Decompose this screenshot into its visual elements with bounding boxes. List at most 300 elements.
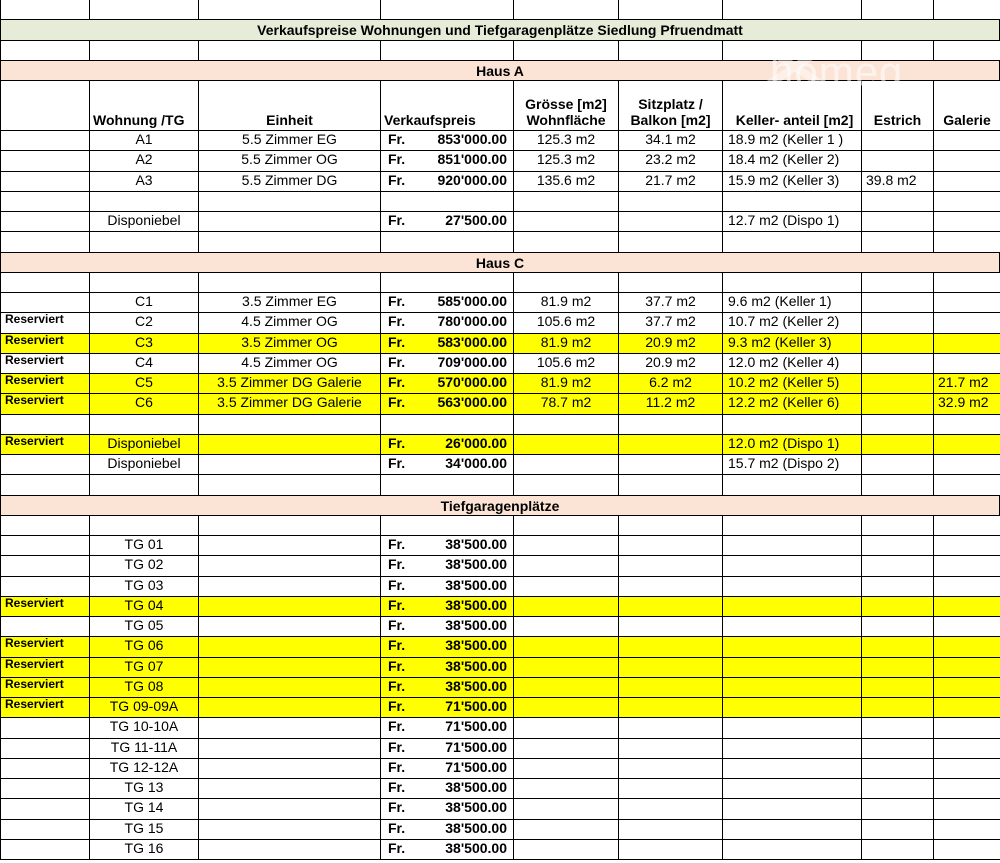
- galerie-cell[interactable]: [934, 597, 1000, 617]
- empty-cell[interactable]: [862, 475, 934, 495]
- status-cell[interactable]: [0, 759, 90, 779]
- keller-cell[interactable]: [723, 718, 862, 738]
- galerie-cell[interactable]: [934, 172, 1000, 192]
- header-keller[interactable]: Keller- anteil [m2]: [723, 81, 862, 131]
- groesse-cell[interactable]: [514, 759, 619, 779]
- sitzplatz-cell[interactable]: [619, 212, 723, 232]
- galerie-cell[interactable]: [934, 678, 1000, 698]
- groesse-cell[interactable]: [514, 597, 619, 617]
- empty-cell[interactable]: [514, 232, 619, 252]
- empty-cell[interactable]: [862, 0, 934, 20]
- sitzplatz-cell[interactable]: [619, 840, 723, 860]
- empty-cell[interactable]: [0, 41, 90, 61]
- empty-cell[interactable]: [619, 516, 723, 536]
- sitzplatz-cell[interactable]: [619, 556, 723, 576]
- einheit-cell[interactable]: [199, 212, 381, 232]
- groesse-cell[interactable]: [514, 212, 619, 232]
- price-cell[interactable]: [381, 354, 514, 374]
- status-cell[interactable]: Reserviert: [0, 354, 90, 374]
- galerie-cell[interactable]: [934, 739, 1000, 759]
- unit-cell[interactable]: A2: [90, 151, 199, 171]
- groesse-cell[interactable]: 135.6 m2: [514, 172, 619, 192]
- estrich-cell[interactable]: [862, 658, 934, 678]
- status-cell[interactable]: [0, 131, 90, 151]
- status-cell[interactable]: Reserviert: [0, 658, 90, 678]
- keller-cell[interactable]: [723, 698, 862, 718]
- sitzplatz-cell[interactable]: [619, 678, 723, 698]
- empty-cell[interactable]: [862, 516, 934, 536]
- galerie-cell[interactable]: [934, 212, 1000, 232]
- sitzplatz-cell[interactable]: [619, 536, 723, 556]
- status-cell[interactable]: Reserviert: [0, 698, 90, 718]
- unit-cell[interactable]: C5: [90, 374, 199, 394]
- price-cell[interactable]: [381, 435, 514, 455]
- empty-cell[interactable]: [381, 232, 514, 252]
- keller-cell[interactable]: [723, 536, 862, 556]
- price-cell[interactable]: [381, 151, 514, 171]
- sitzplatz-cell[interactable]: [619, 435, 723, 455]
- estrich-cell[interactable]: 39.8 m2: [862, 172, 934, 192]
- galerie-cell[interactable]: [934, 536, 1000, 556]
- unit-cell[interactable]: Disponiebel: [90, 212, 199, 232]
- unit-cell[interactable]: TG 13: [90, 779, 199, 799]
- price-cell[interactable]: [381, 536, 514, 556]
- sitzplatz-cell[interactable]: 34.1 m2: [619, 131, 723, 151]
- sitzplatz-cell[interactable]: [619, 739, 723, 759]
- empty-cell[interactable]: [934, 192, 1000, 212]
- empty-cell[interactable]: [199, 0, 381, 20]
- groesse-cell[interactable]: [514, 820, 619, 840]
- groesse-cell[interactable]: [514, 779, 619, 799]
- empty-cell[interactable]: [619, 192, 723, 212]
- empty-cell[interactable]: [514, 192, 619, 212]
- empty-cell[interactable]: [381, 516, 514, 536]
- keller-cell[interactable]: 12.0 m2 (Keller 4): [723, 354, 862, 374]
- sitzplatz-cell[interactable]: 37.7 m2: [619, 313, 723, 333]
- estrich-cell[interactable]: [862, 698, 934, 718]
- empty-cell[interactable]: [514, 273, 619, 293]
- status-cell[interactable]: [0, 739, 90, 759]
- status-cell[interactable]: [0, 577, 90, 597]
- empty-cell[interactable]: [723, 415, 862, 435]
- empty-cell[interactable]: [381, 41, 514, 61]
- unit-cell[interactable]: TG 10-10A: [90, 718, 199, 738]
- sitzplatz-cell[interactable]: 11.2 m2: [619, 394, 723, 414]
- price-cell[interactable]: [381, 799, 514, 819]
- sitzplatz-cell[interactable]: 6.2 m2: [619, 374, 723, 394]
- status-cell[interactable]: [0, 556, 90, 576]
- galerie-cell[interactable]: [934, 637, 1000, 657]
- galerie-cell[interactable]: [934, 577, 1000, 597]
- empty-cell[interactable]: [90, 192, 199, 212]
- empty-cell[interactable]: [90, 0, 199, 20]
- empty-cell[interactable]: [90, 232, 199, 252]
- empty-cell[interactable]: [199, 41, 381, 61]
- price-cell[interactable]: [381, 840, 514, 860]
- groesse-cell[interactable]: 81.9 m2: [514, 334, 619, 354]
- price-cell[interactable]: [381, 718, 514, 738]
- galerie-cell[interactable]: [934, 313, 1000, 333]
- galerie-cell[interactable]: 32.9 m2: [934, 394, 1000, 414]
- einheit-cell[interactable]: [199, 698, 381, 718]
- sitzplatz-cell[interactable]: 21.7 m2: [619, 172, 723, 192]
- groesse-cell[interactable]: [514, 536, 619, 556]
- empty-cell[interactable]: [723, 232, 862, 252]
- einheit-cell[interactable]: [199, 840, 381, 860]
- status-cell[interactable]: Reserviert: [0, 597, 90, 617]
- unit-cell[interactable]: TG 12-12A: [90, 759, 199, 779]
- status-cell[interactable]: [0, 455, 90, 475]
- groesse-cell[interactable]: 105.6 m2: [514, 354, 619, 374]
- empty-cell[interactable]: [934, 475, 1000, 495]
- unit-cell[interactable]: C1: [90, 293, 199, 313]
- status-cell[interactable]: [0, 617, 90, 637]
- groesse-cell[interactable]: [514, 840, 619, 860]
- galerie-cell[interactable]: [934, 354, 1000, 374]
- groesse-cell[interactable]: 81.9 m2: [514, 293, 619, 313]
- empty-cell[interactable]: [514, 41, 619, 61]
- keller-cell[interactable]: [723, 739, 862, 759]
- status-cell[interactable]: [0, 779, 90, 799]
- empty-cell[interactable]: [199, 192, 381, 212]
- status-cell[interactable]: Reserviert: [0, 313, 90, 333]
- sitzplatz-cell[interactable]: [619, 597, 723, 617]
- price-cell[interactable]: [381, 739, 514, 759]
- status-cell[interactable]: [0, 151, 90, 171]
- groesse-cell[interactable]: [514, 556, 619, 576]
- price-cell[interactable]: [381, 698, 514, 718]
- einheit-cell[interactable]: 5.5 Zimmer DG: [199, 172, 381, 192]
- galerie-cell[interactable]: [934, 698, 1000, 718]
- estrich-cell[interactable]: [862, 131, 934, 151]
- keller-cell[interactable]: [723, 658, 862, 678]
- einheit-cell[interactable]: [199, 759, 381, 779]
- empty-cell[interactable]: [723, 192, 862, 212]
- estrich-cell[interactable]: [862, 637, 934, 657]
- estrich-cell[interactable]: [862, 617, 934, 637]
- galerie-cell[interactable]: [934, 455, 1000, 475]
- unit-cell[interactable]: C2: [90, 313, 199, 333]
- empty-cell[interactable]: [0, 475, 90, 495]
- sitzplatz-cell[interactable]: [619, 637, 723, 657]
- price-cell[interactable]: [381, 455, 514, 475]
- estrich-cell[interactable]: [862, 354, 934, 374]
- estrich-cell[interactable]: [862, 597, 934, 617]
- keller-cell[interactable]: [723, 617, 862, 637]
- empty-cell[interactable]: [619, 475, 723, 495]
- price-cell[interactable]: [381, 678, 514, 698]
- einheit-cell[interactable]: [199, 637, 381, 657]
- keller-cell[interactable]: 10.2 m2 (Keller 5): [723, 374, 862, 394]
- price-cell[interactable]: [381, 212, 514, 232]
- sitzplatz-cell[interactable]: 23.2 m2: [619, 151, 723, 171]
- einheit-cell[interactable]: 4.5 Zimmer OG: [199, 354, 381, 374]
- empty-cell[interactable]: [199, 232, 381, 252]
- empty-cell[interactable]: [199, 475, 381, 495]
- unit-cell[interactable]: TG 01: [90, 536, 199, 556]
- price-cell[interactable]: [381, 394, 514, 414]
- groesse-cell[interactable]: 125.3 m2: [514, 131, 619, 151]
- section-heading[interactable]: Tiefgaragenplätze: [0, 496, 1000, 516]
- estrich-cell[interactable]: [862, 556, 934, 576]
- empty-cell[interactable]: [934, 41, 1000, 61]
- galerie-cell[interactable]: [934, 799, 1000, 819]
- sitzplatz-cell[interactable]: [619, 779, 723, 799]
- empty-cell[interactable]: [199, 273, 381, 293]
- unit-cell[interactable]: TG 05: [90, 617, 199, 637]
- unit-cell[interactable]: TG 04: [90, 597, 199, 617]
- status-cell[interactable]: [0, 172, 90, 192]
- price-cell[interactable]: [381, 172, 514, 192]
- einheit-cell[interactable]: [199, 739, 381, 759]
- sitzplatz-cell[interactable]: 20.9 m2: [619, 354, 723, 374]
- empty-cell[interactable]: [0, 232, 90, 252]
- groesse-cell[interactable]: [514, 637, 619, 657]
- galerie-cell[interactable]: [934, 617, 1000, 637]
- groesse-cell[interactable]: [514, 718, 619, 738]
- groesse-cell[interactable]: [514, 739, 619, 759]
- galerie-cell[interactable]: 21.7 m2: [934, 374, 1000, 394]
- einheit-cell[interactable]: 3.5 Zimmer DG Galerie: [199, 374, 381, 394]
- status-cell[interactable]: [0, 799, 90, 819]
- unit-cell[interactable]: TG 15: [90, 820, 199, 840]
- groesse-cell[interactable]: [514, 435, 619, 455]
- price-cell[interactable]: [381, 577, 514, 597]
- keller-cell[interactable]: [723, 759, 862, 779]
- keller-cell[interactable]: 15.9 m2 (Keller 3): [723, 172, 862, 192]
- sheet-title[interactable]: Verkaufspreise Wohnungen und Tiefgaragenplätze Siedlung Pfruendmatt: [0, 20, 1000, 40]
- header-status[interactable]: [0, 81, 90, 131]
- unit-cell[interactable]: TG 02: [90, 556, 199, 576]
- galerie-cell[interactable]: [934, 658, 1000, 678]
- unit-cell[interactable]: TG 16: [90, 840, 199, 860]
- keller-cell[interactable]: [723, 799, 862, 819]
- empty-cell[interactable]: [514, 415, 619, 435]
- empty-cell[interactable]: [862, 273, 934, 293]
- unit-cell[interactable]: TG 03: [90, 577, 199, 597]
- estrich-cell[interactable]: [862, 212, 934, 232]
- keller-cell[interactable]: 9.6 m2 (Keller 1): [723, 293, 862, 313]
- status-cell[interactable]: Reserviert: [0, 334, 90, 354]
- empty-cell[interactable]: [90, 41, 199, 61]
- empty-cell[interactable]: [862, 415, 934, 435]
- empty-cell[interactable]: [723, 475, 862, 495]
- status-cell[interactable]: Reserviert: [0, 637, 90, 657]
- status-cell[interactable]: [0, 293, 90, 313]
- header-wohnung[interactable]: Wohnung /TG: [90, 81, 199, 131]
- price-cell[interactable]: [381, 637, 514, 657]
- empty-cell[interactable]: [619, 232, 723, 252]
- groesse-cell[interactable]: 105.6 m2: [514, 313, 619, 333]
- keller-cell[interactable]: 12.7 m2 (Dispo 1): [723, 212, 862, 232]
- empty-cell[interactable]: [90, 516, 199, 536]
- price-cell[interactable]: [381, 131, 514, 151]
- empty-cell[interactable]: [862, 232, 934, 252]
- status-cell[interactable]: [0, 840, 90, 860]
- empty-cell[interactable]: [0, 192, 90, 212]
- keller-cell[interactable]: [723, 577, 862, 597]
- unit-cell[interactable]: TG 08: [90, 678, 199, 698]
- keller-cell[interactable]: 12.0 m2 (Dispo 1): [723, 435, 862, 455]
- price-cell[interactable]: [381, 334, 514, 354]
- status-cell[interactable]: Reserviert: [0, 394, 90, 414]
- einheit-cell[interactable]: [199, 820, 381, 840]
- empty-cell[interactable]: [514, 0, 619, 20]
- empty-cell[interactable]: [0, 0, 90, 20]
- empty-cell[interactable]: [381, 415, 514, 435]
- keller-cell[interactable]: 18.9 m2 (Keller 1 ): [723, 131, 862, 151]
- sitzplatz-cell[interactable]: 20.9 m2: [619, 334, 723, 354]
- estrich-cell[interactable]: [862, 678, 934, 698]
- empty-cell[interactable]: [381, 273, 514, 293]
- empty-cell[interactable]: [862, 41, 934, 61]
- galerie-cell[interactable]: [934, 334, 1000, 354]
- empty-cell[interactable]: [934, 273, 1000, 293]
- sitzplatz-cell[interactable]: [619, 759, 723, 779]
- einheit-cell[interactable]: [199, 556, 381, 576]
- einheit-cell[interactable]: [199, 435, 381, 455]
- einheit-cell[interactable]: [199, 718, 381, 738]
- unit-cell[interactable]: A1: [90, 131, 199, 151]
- price-cell[interactable]: [381, 617, 514, 637]
- einheit-cell[interactable]: [199, 779, 381, 799]
- estrich-cell[interactable]: [862, 334, 934, 354]
- sitzplatz-cell[interactable]: [619, 718, 723, 738]
- groesse-cell[interactable]: 81.9 m2: [514, 374, 619, 394]
- groesse-cell[interactable]: 78.7 m2: [514, 394, 619, 414]
- unit-cell[interactable]: TG 11-11A: [90, 739, 199, 759]
- status-cell[interactable]: [0, 212, 90, 232]
- price-cell[interactable]: [381, 658, 514, 678]
- einheit-cell[interactable]: 3.5 Zimmer DG Galerie: [199, 394, 381, 414]
- unit-cell[interactable]: TG 09-09A: [90, 698, 199, 718]
- galerie-cell[interactable]: [934, 131, 1000, 151]
- price-cell[interactable]: [381, 293, 514, 313]
- einheit-cell[interactable]: [199, 597, 381, 617]
- keller-cell[interactable]: 18.4 m2 (Keller 2): [723, 151, 862, 171]
- galerie-cell[interactable]: [934, 820, 1000, 840]
- einheit-cell[interactable]: [199, 799, 381, 819]
- unit-cell[interactable]: C4: [90, 354, 199, 374]
- empty-cell[interactable]: [90, 475, 199, 495]
- price-cell[interactable]: [381, 374, 514, 394]
- estrich-cell[interactable]: [862, 799, 934, 819]
- groesse-cell[interactable]: 125.3 m2: [514, 151, 619, 171]
- groesse-cell[interactable]: [514, 678, 619, 698]
- keller-cell[interactable]: [723, 779, 862, 799]
- empty-cell[interactable]: [199, 516, 381, 536]
- empty-cell[interactable]: [723, 0, 862, 20]
- estrich-cell[interactable]: [862, 455, 934, 475]
- estrich-cell[interactable]: [862, 435, 934, 455]
- status-cell[interactable]: [0, 536, 90, 556]
- galerie-cell[interactable]: [934, 779, 1000, 799]
- einheit-cell[interactable]: [199, 617, 381, 637]
- groesse-cell[interactable]: [514, 455, 619, 475]
- sitzplatz-cell[interactable]: [619, 617, 723, 637]
- estrich-cell[interactable]: [862, 374, 934, 394]
- unit-cell[interactable]: Disponiebel: [90, 435, 199, 455]
- empty-cell[interactable]: [619, 273, 723, 293]
- groesse-cell[interactable]: [514, 617, 619, 637]
- einheit-cell[interactable]: 3.5 Zimmer OG: [199, 334, 381, 354]
- empty-cell[interactable]: [514, 516, 619, 536]
- unit-cell[interactable]: Disponiebel: [90, 455, 199, 475]
- galerie-cell[interactable]: [934, 759, 1000, 779]
- unit-cell[interactable]: C3: [90, 334, 199, 354]
- galerie-cell[interactable]: [934, 718, 1000, 738]
- einheit-cell[interactable]: [199, 455, 381, 475]
- empty-cell[interactable]: [934, 0, 1000, 20]
- keller-cell[interactable]: [723, 678, 862, 698]
- estrich-cell[interactable]: [862, 779, 934, 799]
- price-cell[interactable]: [381, 820, 514, 840]
- einheit-cell[interactable]: [199, 678, 381, 698]
- empty-cell[interactable]: [381, 475, 514, 495]
- status-cell[interactable]: Reserviert: [0, 374, 90, 394]
- einheit-cell[interactable]: [199, 577, 381, 597]
- price-cell[interactable]: [381, 556, 514, 576]
- estrich-cell[interactable]: [862, 759, 934, 779]
- section-heading[interactable]: Haus C: [0, 253, 1000, 273]
- header-einheit[interactable]: Einheit: [199, 81, 381, 131]
- empty-cell[interactable]: [934, 516, 1000, 536]
- header-galerie[interactable]: Galerie: [934, 81, 1000, 131]
- galerie-cell[interactable]: [934, 435, 1000, 455]
- price-cell[interactable]: [381, 597, 514, 617]
- sitzplatz-cell[interactable]: 37.7 m2: [619, 293, 723, 313]
- price-cell[interactable]: [381, 759, 514, 779]
- keller-cell[interactable]: 10.7 m2 (Keller 2): [723, 313, 862, 333]
- estrich-cell[interactable]: [862, 820, 934, 840]
- empty-cell[interactable]: [934, 232, 1000, 252]
- empty-cell[interactable]: [381, 0, 514, 20]
- estrich-cell[interactable]: [862, 739, 934, 759]
- keller-cell[interactable]: 12.2 m2 (Keller 6): [723, 394, 862, 414]
- sitzplatz-cell[interactable]: [619, 799, 723, 819]
- groesse-cell[interactable]: [514, 799, 619, 819]
- einheit-cell[interactable]: 5.5 Zimmer OG: [199, 151, 381, 171]
- unit-cell[interactable]: TG 07: [90, 658, 199, 678]
- sitzplatz-cell[interactable]: [619, 698, 723, 718]
- einheit-cell[interactable]: [199, 658, 381, 678]
- price-cell[interactable]: [381, 779, 514, 799]
- einheit-cell[interactable]: 4.5 Zimmer OG: [199, 313, 381, 333]
- estrich-cell[interactable]: [862, 394, 934, 414]
- groesse-cell[interactable]: [514, 698, 619, 718]
- header-groesse[interactable]: Grösse [m2] Wohnfläche: [514, 81, 619, 131]
- section-heading[interactable]: Haus A: [0, 61, 1000, 81]
- empty-cell[interactable]: [934, 415, 1000, 435]
- price-cell[interactable]: [381, 313, 514, 333]
- estrich-cell[interactable]: [862, 577, 934, 597]
- empty-cell[interactable]: [723, 516, 862, 536]
- estrich-cell[interactable]: [862, 536, 934, 556]
- sitzplatz-cell[interactable]: [619, 658, 723, 678]
- empty-cell[interactable]: [0, 415, 90, 435]
- keller-cell[interactable]: [723, 556, 862, 576]
- groesse-cell[interactable]: [514, 577, 619, 597]
- einheit-cell[interactable]: [199, 536, 381, 556]
- empty-cell[interactable]: [862, 192, 934, 212]
- empty-cell[interactable]: [619, 415, 723, 435]
- empty-cell[interactable]: [381, 192, 514, 212]
- galerie-cell[interactable]: [934, 151, 1000, 171]
- estrich-cell[interactable]: [862, 840, 934, 860]
- groesse-cell[interactable]: [514, 658, 619, 678]
- galerie-cell[interactable]: [934, 556, 1000, 576]
- status-cell[interactable]: Reserviert: [0, 435, 90, 455]
